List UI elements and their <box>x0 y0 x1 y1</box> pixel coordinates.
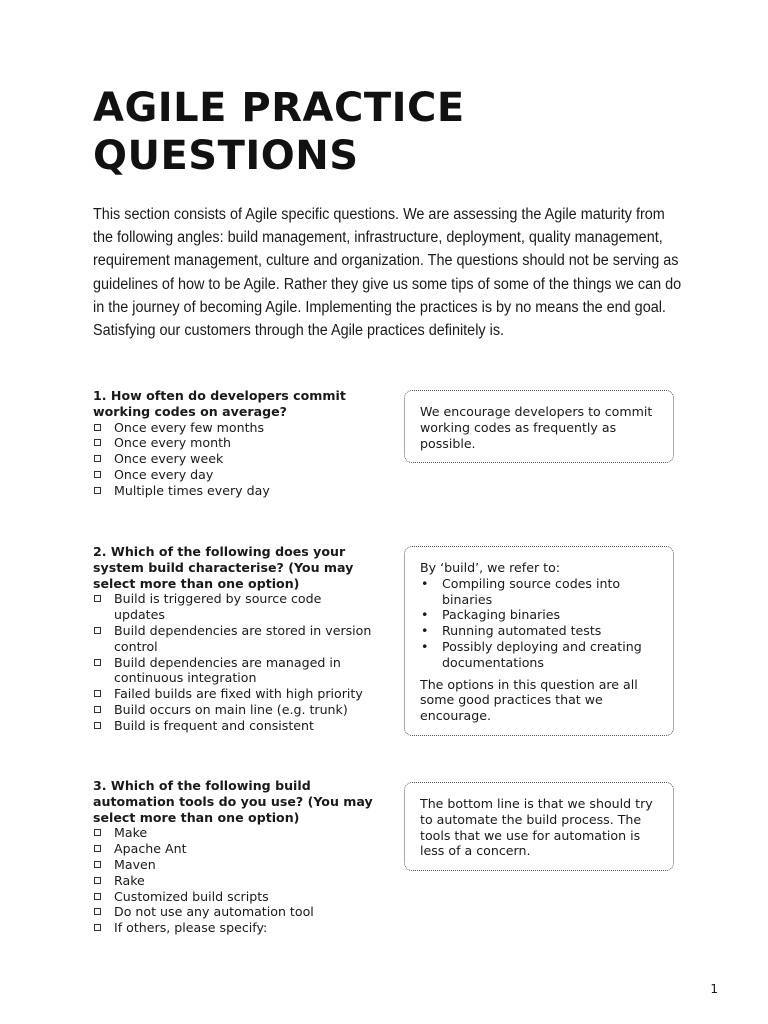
page-title <box>93 84 465 180</box>
option-label: Once every few months <box>114 419 265 435</box>
option-label: Build dependencies are managed in continuous integration <box>114 654 341 686</box>
note-2-intro: By ‘build’, we refer to: <box>420 560 561 575</box>
note-2-after: The options in this question are all some good practices that we encourage. <box>420 676 638 724</box>
bullet-text: Running automated tests <box>442 623 602 639</box>
bullet-text: Packaging binaries <box>442 607 561 623</box>
option-label: If others, please specify: <box>114 920 268 936</box>
checkbox-icon[interactable] <box>94 893 101 900</box>
bullet-text: Possibly deploying and creating documentations <box>442 638 642 670</box>
question-3 <box>93 778 373 936</box>
checkbox-icon[interactable] <box>94 877 101 884</box>
question-2-title: 2. Which of the following does your system build characterise? (You may select more than one option) <box>93 544 354 591</box>
note-2 <box>404 546 674 736</box>
checkbox-icon[interactable] <box>94 595 101 602</box>
question-3-options <box>93 825 373 936</box>
bullet-icon: • <box>421 575 429 591</box>
option-label: Build is triggered by source code updates <box>114 591 322 623</box>
checkbox-icon[interactable] <box>94 924 101 931</box>
option[interactable] <box>93 435 373 451</box>
option[interactable] <box>93 655 373 687</box>
bullet-item <box>420 639 659 671</box>
checkbox-icon[interactable] <box>94 471 101 478</box>
option-label: Once every week <box>114 451 224 467</box>
option-label: Build is frequent and consistent <box>114 717 314 733</box>
page-title-line-2: QUESTIONS <box>93 133 359 179</box>
option-label: Apache Ant <box>114 841 187 857</box>
option-label: Build dependencies are stored in version control <box>114 622 372 654</box>
checkbox-icon[interactable] <box>94 722 101 729</box>
checkbox-icon[interactable] <box>94 487 101 494</box>
checkbox-icon[interactable] <box>94 829 101 836</box>
option[interactable] <box>93 451 373 467</box>
option-label: Make <box>114 825 148 841</box>
option-label: Once every day <box>114 466 214 482</box>
note-3-text: The bottom line is that we should try to automate the build process. The tools that we use for automation is less of a concern. <box>420 796 653 859</box>
checkbox-icon[interactable] <box>94 861 101 868</box>
option[interactable] <box>93 420 373 436</box>
option-label: Once every month <box>114 435 232 451</box>
checkbox-icon[interactable] <box>94 845 101 852</box>
question-3-title: 3. Which of the following build automation tools do you use? (You may select more than one option) <box>93 778 373 825</box>
option[interactable] <box>93 889 373 905</box>
option-label: Build occurs on main line (e.g. trunk) <box>114 701 348 717</box>
question-1-options <box>93 420 373 499</box>
intro-paragraph: This section consists of Agile specific questions. We are assessing the Agile maturity from the following angles: build management, infrastructure, deployment, quality management, requirement management, culture and organization. The questions should not be serving as guidelines of how to be Agile. Rather they give us some tips of some of the things we can do in the journey of becoming Agile. Implementing the practices is by no means the end goal. Satisfying our customers through the Agile practices definitely is. <box>93 206 682 340</box>
question-2 <box>93 544 373 734</box>
checkbox-icon[interactable] <box>94 690 101 697</box>
bullet-item <box>420 576 659 608</box>
checkbox-icon[interactable] <box>94 455 101 462</box>
note-2-bullets <box>420 576 659 671</box>
note-1 <box>404 390 674 463</box>
option-label: Failed builds are fixed with high priority <box>114 686 363 702</box>
question-2-options <box>93 591 373 733</box>
bullet-item <box>420 607 659 623</box>
bullet-text: Compiling source codes into binaries <box>442 575 621 607</box>
page-number: 1 <box>710 982 718 996</box>
option[interactable] <box>93 686 373 702</box>
checkbox-icon[interactable] <box>94 424 101 431</box>
option[interactable] <box>93 591 373 623</box>
option-label: Multiple times every day <box>114 482 270 498</box>
option[interactable] <box>93 825 373 841</box>
option[interactable] <box>93 702 373 718</box>
bullet-icon: • <box>421 623 429 639</box>
option-label: Customized build scripts <box>114 888 269 904</box>
option[interactable] <box>93 841 373 857</box>
checkbox-icon[interactable] <box>94 659 101 666</box>
bullet-item <box>420 623 659 639</box>
option[interactable] <box>93 467 373 483</box>
option[interactable] <box>93 857 373 873</box>
note-3 <box>404 782 674 871</box>
option-label: Do not use any automation tool <box>114 904 314 920</box>
question-1-title: 1. How often do developers commit working codes on average? <box>93 388 346 419</box>
page-title-line-1: AGILE PRACTICE <box>93 85 465 131</box>
option[interactable] <box>93 904 373 920</box>
checkbox-icon[interactable] <box>94 706 101 713</box>
option[interactable] <box>93 718 373 734</box>
checkbox-icon[interactable] <box>94 627 101 634</box>
option[interactable] <box>93 483 373 499</box>
option[interactable] <box>93 873 373 889</box>
question-1 <box>93 388 373 499</box>
option-label: Maven <box>114 856 156 872</box>
option[interactable] <box>93 920 373 936</box>
note-1-text: We encourage developers to commit working codes as frequently as possible. <box>420 404 653 451</box>
checkbox-icon[interactable] <box>94 439 101 446</box>
option[interactable] <box>93 623 373 655</box>
bullet-icon: • <box>421 638 429 654</box>
bullet-icon: • <box>421 607 429 623</box>
option-label: Rake <box>114 872 145 888</box>
checkbox-icon[interactable] <box>94 908 101 915</box>
